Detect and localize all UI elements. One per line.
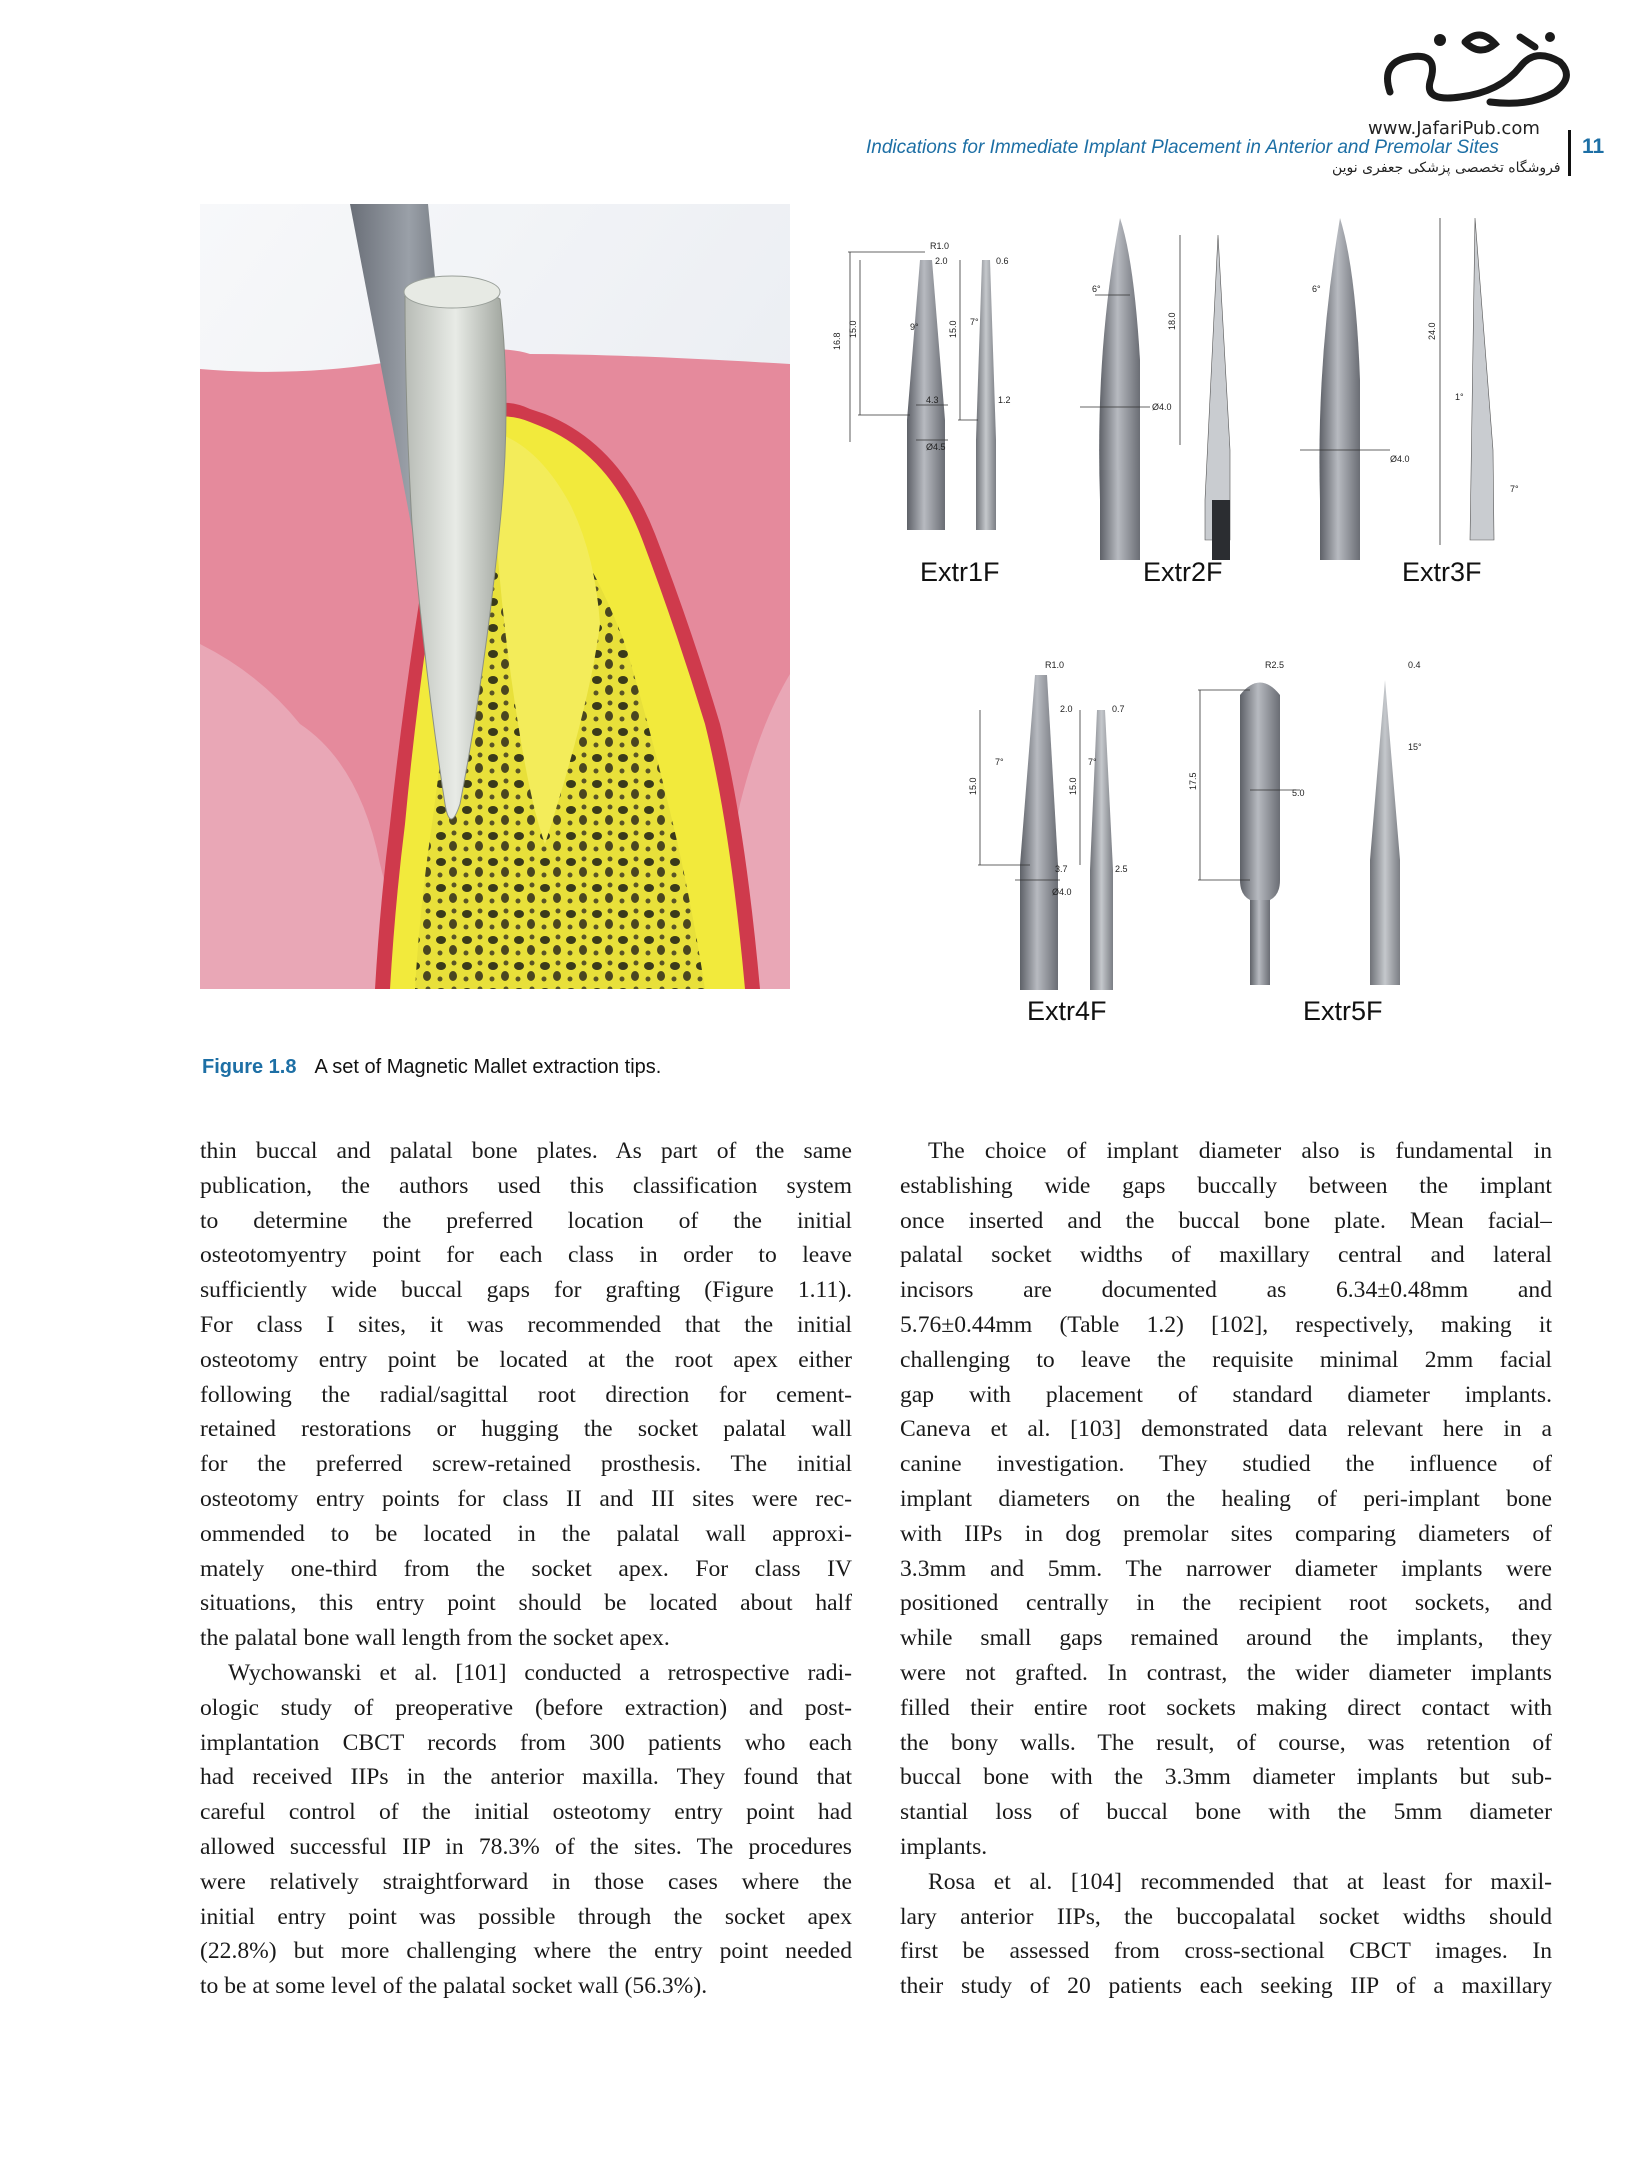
svg-text:R2.5: R2.5 [1265,660,1285,670]
text-line: 5.76±0.44mm (Table 1.2) [102], respectively, making it [900,1311,1552,1338]
svg-text:7°: 7° [995,757,1004,767]
tip-label-extr4f: Extr4F [1027,996,1107,1026]
text-line: allowed successful IIP in 78.3% of the sites. The procedures [200,1833,852,1860]
text-line: for the preferred screw-retained prosthesis. The initial [200,1451,852,1478]
text-line: to determine the preferred location of the initial [200,1207,852,1234]
logo-website: www.JafariPub.com [1368,118,1540,139]
svg-text:R1.0: R1.0 [930,241,950,251]
right-column [900,1134,1552,2004]
svg-text:9°: 9° [910,322,919,332]
text-line: For class I sites, it was recommended that the initial [200,1311,852,1338]
text-line: implant diameters on the healing of peri-implant bone [900,1485,1552,1512]
svg-text:0.6: 0.6 [996,256,1009,266]
text-line: sufficiently wide buccal gaps for grafting (Figure 1.11). [200,1277,852,1304]
extr1f-drawing [832,241,1011,530]
text-line: first be assessed from cross-sectional CBCT images. In [900,1938,1552,1965]
svg-text:Ø4.5: Ø4.5 [926,442,946,452]
text-line: initial entry point was possible through the socket apex [200,1903,852,1930]
figure-number: Figure 1.8 [202,1056,297,1078]
svg-text:15°: 15° [1408,742,1422,752]
svg-text:17.5: 17.5 [1188,772,1198,790]
extr4f-drawing [968,660,1128,990]
svg-text:15.0: 15.0 [948,320,958,338]
text-line: gap with placement of standard diameter implants. [900,1381,1552,1408]
svg-text:0.7: 0.7 [1112,704,1125,714]
text-line: positioned centrally in the recipient root sockets, and [900,1590,1552,1617]
svg-text:2.5: 2.5 [1115,864,1128,874]
text-line: ommended to be located in the palatal wall approxi- [200,1520,852,1547]
text-line: were relatively straightforward in those cases where the [200,1868,852,1895]
svg-text:Ø4.0: Ø4.0 [1390,454,1410,464]
text-line: palatal socket widths of maxillary central and lateral [900,1242,1552,1269]
text-line: lary anterior IIPs, the buccopalatal socket widths should [900,1903,1552,1930]
svg-text:6°: 6° [1312,284,1321,294]
svg-text:3.7: 3.7 [1055,864,1068,874]
tip-label-extr3f: Extr3F [1402,557,1482,587]
text-line: ologic study of preoperative (before extraction) and post- [200,1694,852,1721]
svg-text:6°: 6° [1092,284,1101,294]
text-line: thin buccal and palatal bone plates. As part of the same [200,1138,852,1164]
svg-text:15.0: 15.0 [1068,777,1078,795]
extr3f-drawing [1300,218,1519,560]
svg-text:7°: 7° [970,317,979,327]
svg-text:R1.0: R1.0 [1045,660,1065,670]
extraction-tips-drawings [830,200,1590,1070]
text-line: canine investigation. They studied the influence of [900,1451,1552,1478]
text-line: (22.8%) but more challenging where the entry point needed [200,1938,852,1965]
text-line: osteotomy entry point be located at the root apex either [200,1346,852,1373]
text-line: establishing wide gaps buccally between the implant [900,1172,1552,1199]
text-line: stantial loss of buccal bone with the 5mm diameter [900,1799,1552,1826]
svg-text:7°: 7° [1088,757,1097,767]
svg-text:4.3: 4.3 [926,395,939,405]
text-line: osteotomy entry points for class II and III sites were rec- [200,1485,852,1512]
text-line: osteotomyentry point for each class in order to leave [200,1242,852,1269]
text-line: 3.3mm and 5mm. The narrower diameter implants were [900,1555,1552,1582]
text-line: once inserted and the buccal bone plate. Mean facial– [900,1207,1552,1234]
logo-persian-text: فروشگاه تخصصی پزشکی جعفری نوین [1332,160,1561,176]
text-line: buccal bone with the 3.3mm diameter implants but sub- [900,1764,1552,1791]
text-line: Wychowanski et al. [101] conducted a retrospective radi- [228,1659,852,1686]
text-line: the bony walls. The result, of course, was retention of [900,1729,1552,1756]
extr2f-drawing [1080,218,1230,560]
publisher-logo [1370,22,1590,122]
svg-text:0.4: 0.4 [1408,660,1421,670]
text-line: incisors are documented as 6.34±0.48mm and [900,1277,1552,1304]
svg-text:Ø4.0: Ø4.0 [1152,402,1172,412]
text-line: careful control of the initial osteotomy entry point had [200,1799,852,1826]
header-divider [1568,130,1571,176]
text-line: with IIPs in dog premolar sites comparing diameters of [900,1520,1552,1547]
text-line: filled their entire root sockets making direct contact with [900,1694,1552,1721]
figure-caption-text: A set of Magnetic Mallet extraction tips. [314,1056,662,1078]
svg-text:18.0: 18.0 [1167,312,1177,330]
text-line: situations, this entry point should be located about half [200,1590,852,1617]
text-line: mately one-third from the socket apex. For class IV [200,1555,852,1582]
text-line: had received IIPs in the anterior maxilla. They found that [200,1764,852,1791]
svg-text:1°: 1° [1455,392,1464,402]
left-column [200,1134,852,2004]
text-line: implantation CBCT records from 300 patients who each [200,1729,852,1756]
extr5f-drawing [1188,660,1422,985]
svg-text:24.0: 24.0 [1427,322,1437,340]
running-title: Indications for Immediate Implant Placement in Anterior and Premolar Sites [866,137,1499,158]
svg-text:2.0: 2.0 [1060,704,1073,714]
text-line: publication, the authors used this classification system [200,1172,852,1199]
text-line: The choice of implant diameter also is fundamental in [928,1138,1552,1164]
tip-label-extr1f: Extr1F [920,557,1000,587]
svg-text:1.2: 1.2 [998,395,1011,405]
text-line: Caneva et al. [103] demonstrated data relevant here in a [900,1416,1552,1443]
text-line: challenging to leave the requisite minimal 2mm facial [900,1346,1552,1373]
svg-text:Ø4.0: Ø4.0 [1052,887,1072,897]
svg-text:15.0: 15.0 [848,320,858,338]
svg-text:15.0: 15.0 [968,777,978,795]
text-line: implants. [900,1833,988,1860]
svg-text:7°: 7° [1510,484,1519,494]
svg-text:5.0: 5.0 [1292,788,1305,798]
svg-text:16.8: 16.8 [832,332,842,350]
text-line: while small gaps remained around the implants, they [900,1625,1552,1652]
text-line: following the radial/sagittal root direction for cement- [200,1381,852,1408]
text-line: were not grafted. In contrast, the wider diameter implants [900,1659,1552,1686]
svg-text:2.0: 2.0 [935,256,948,266]
text-line: retained restorations or hugging the socket palatal wall [200,1416,852,1443]
tip-label-extr2f: Extr2F [1143,557,1223,587]
text-line: the palatal bone wall length from the socket apex. [200,1625,670,1652]
text-line: their study of 20 patients each seeking IIP of a maxillary [900,1973,1552,2000]
socket-illustration [200,204,790,989]
page-number: 11 [1582,135,1605,158]
figure-caption [202,1056,661,1079]
text-line: Rosa et al. [104] recommended that at least for maxil- [928,1868,1552,1895]
text-line: to be at some level of the palatal socket wall (56.3%). [200,1973,708,2000]
tip-label-extr5f: Extr5F [1303,996,1383,1026]
